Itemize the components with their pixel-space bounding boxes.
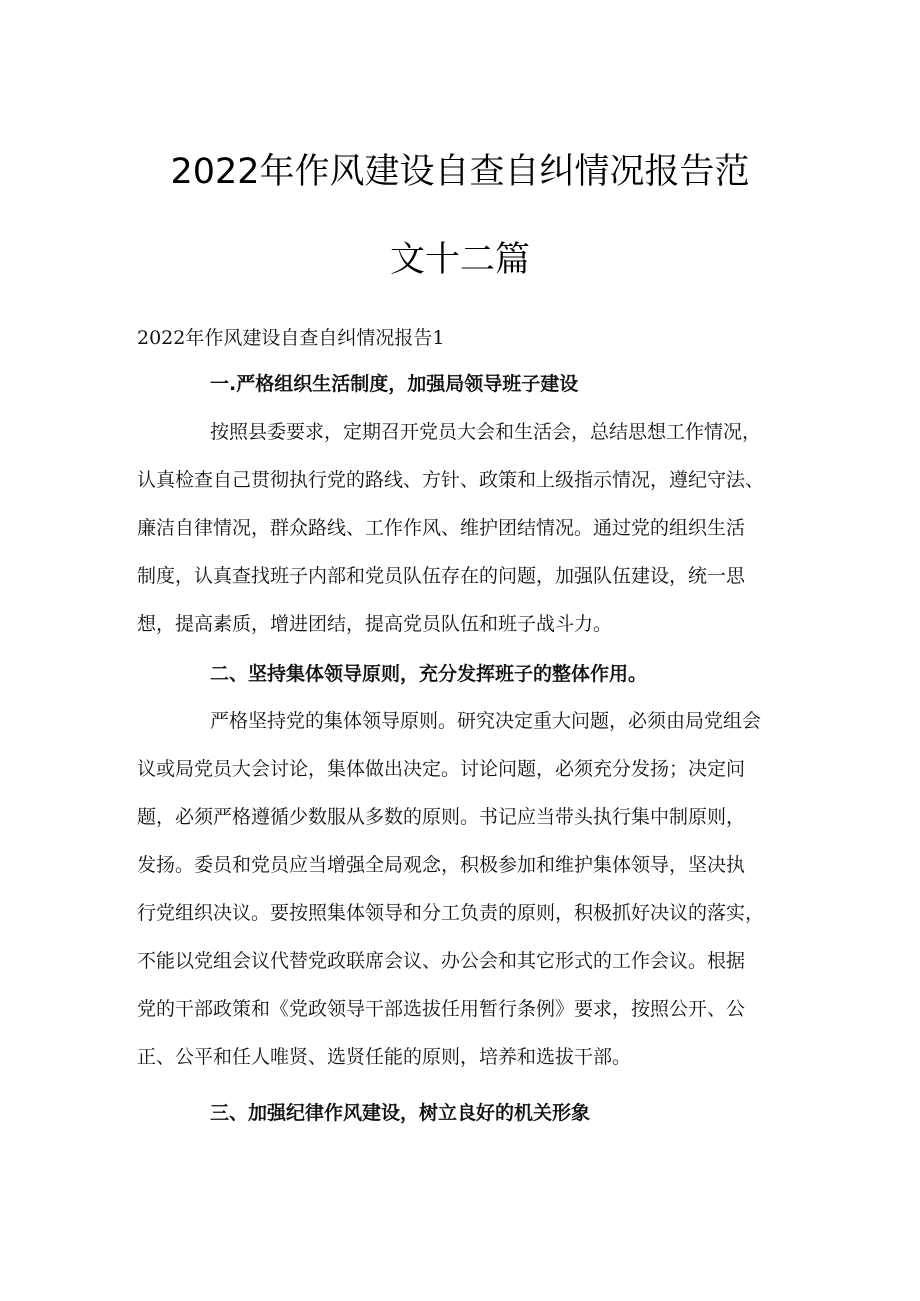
section-heading: 二、坚持集体领导原则，充分发挥班子的整体作用。 <box>210 663 648 685</box>
paragraph-line: 行党组织决议。要按照集体领导和分工负责的原则，积极抓好决议的落实， <box>137 902 765 924</box>
paragraph-line: 想，提高素质，增进团结，提高党员队伍和班子战斗力。 <box>137 613 613 635</box>
paragraph-line: 党的干部政策和《党政领导干部选拔任用暂行条例》要求，按照公开、公 <box>137 998 746 1020</box>
section-heading: 三、加强纪律作风建设，树立良好的机关形象 <box>210 1102 591 1124</box>
paragraph-line: 题，必须严格遵循少数服从多数的原则。书记应当带头执行集中制原则， <box>137 806 746 828</box>
paragraph-line: 严格坚持党的集体领导原则。研究决定重大问题，必须由局党组会 <box>210 710 762 732</box>
report-heading: 2022年作风建设自查自纠情况报告1 <box>137 327 445 349</box>
paragraph-line: 发扬。委员和党员应当增强全局观念，积极参加和维护集体领导，坚决执 <box>137 854 746 876</box>
paragraph-line: 不能以党组会议代替党政联席会议、办公会和其它形式的工作会议。根据 <box>137 950 746 972</box>
paragraph-line: 廉洁自律情况，群众路线、工作作风、维护团结情况。通过党的组织生活 <box>137 517 746 539</box>
paragraph-line: 正、公平和任人唯贤、选贤任能的原则，培养和选拔干部。 <box>137 1046 632 1068</box>
document-title-line-1: 2022年作风建设自查自纠情况报告范 <box>170 152 750 192</box>
paragraph-line: 按照县委要求，定期召开党员大会和生活会，总结思想工作情况， <box>210 421 762 443</box>
section-heading: 一.严格组织生活制度，加强局领导班子建设 <box>210 373 579 395</box>
paragraph-line: 认真检查自己贯彻执行党的路线、方针、政策和上级指示情况，遵纪守法、 <box>137 469 765 491</box>
paragraph-line: 制度，认真查找班子内部和党员队伍存在的问题，加强队伍建设，统一思 <box>137 565 746 587</box>
paragraph-line: 议或局党员大会讨论，集体做出决定。讨论问题，必须充分发扬；决定问 <box>137 758 746 780</box>
document-title-line-2: 文十二篇 <box>389 240 530 280</box>
